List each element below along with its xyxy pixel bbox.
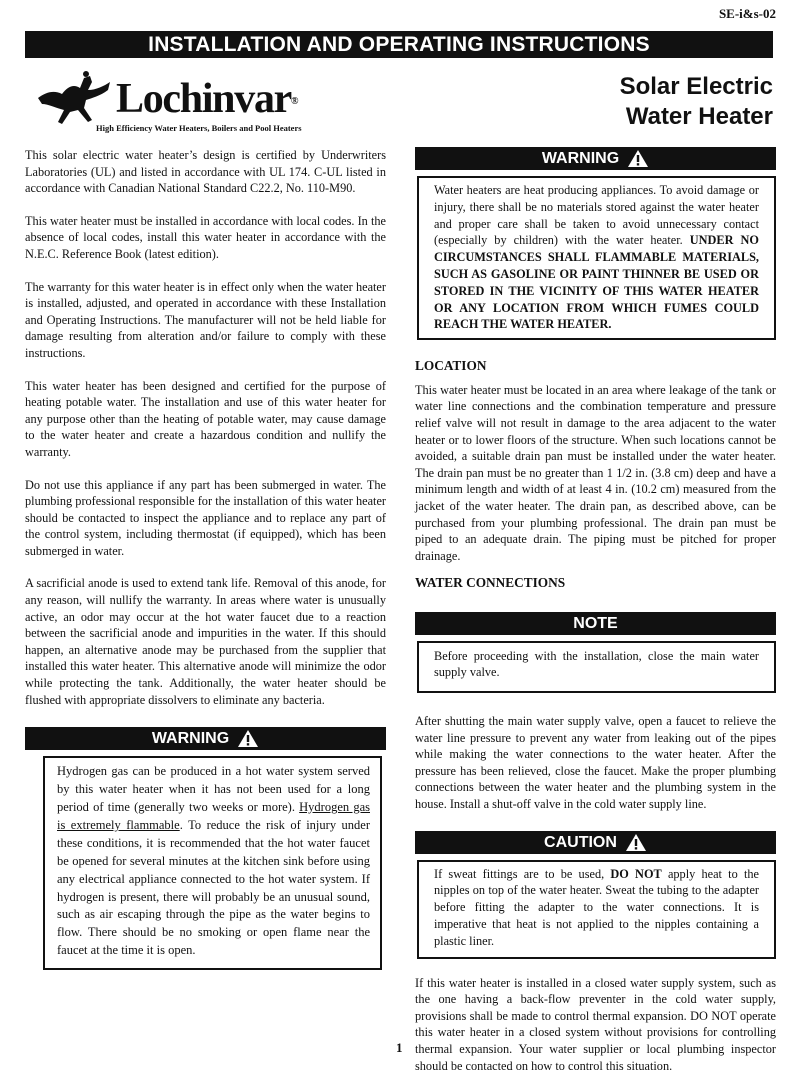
logo-wordmark: Lochinvar® [116, 76, 299, 122]
flammable-materials-warning: UNDER NO CIRCUMSTANCES SHALL FLAMMABLE MATERIALS, SUCH AS GASOLINE OR PAINT THINNER BE USED OR STORED IN THE VICINITY OF THIS WATER HEATER OR ANY LOCATION FROM WHICH FUMES COULD REACH THE WATER HEATER. [434, 233, 759, 332]
certification-paragraph: This solar electric water heater’s design is certified by Underwriters Laboratories (UL) and listed in accordance with UL 174. C-UL listed in accordance with Canadian National Standard C22.2, No. 110-M90. [25, 148, 386, 196]
note-banner: NOTE [415, 612, 776, 635]
hydrogen-warning-banner: WARNING [25, 727, 386, 750]
horse-rider-icon [34, 68, 114, 128]
submerged-paragraph: Do not use this appliance if any part has been submerged in water. The plumbing professional responsible for the installation of this water heater should be contacted to inspect the appliance and to replace any part of the control system, including thermostat (if equipped), which has been submerged in water. [25, 477, 386, 558]
hydrogen-warning-box: Hydrogen gas can be produced in a hot water system served by this water heater when it has not been used for a long period of time (generally two weeks or more). Hydrogen gas is extremely flammable. To reduce the risk of injury under these conditions, it is recommended that the hot water faucet be opened for several minutes at the kitchen sink before using any electrical appliance connected to the hot water system. If hydrogen is present, there will probably be an unusual sound, such as air escaping through the pipe as the water begins to flow. There should be no smoking or open flame near the faucet at the time it is open. [43, 756, 382, 970]
document-title: INSTALLATION AND OPERATING INSTRUCTIONS [25, 31, 773, 58]
caution-box: If sweat fittings are to be used, DO NOT apply heat to the nipples on top of the water heater. Sweat the tubing to the adapter before fitting the adapter to the water connections. It is imperative that heat is not applied to the nipples containing a plastic liner. [417, 860, 776, 959]
lochinvar-logo [34, 66, 334, 136]
location-paragraph: This water heater must be located in an area where leakage of the tank or water line connections and the combination temperature and pressure relief valve will not result in damage to the area adjacent to the water heater or to lower floors of the structure. When such locations cannot be avoided, a suitable drain pan must be installed under the water heater. The drain pan must be no greater than 1 1/2 in. (3.8 cm) deep and have a minimum length and width of at least 4 in. (10.2 cm) measured from the jacket of the water heater. The drain pan, as described above, can be purchased from your plumbing professional. The drain pan must be piped to an adequate drain. The piping must be pitched for proper drainage. [415, 382, 776, 563]
purpose-paragraph: This water heater has been designed and certified for the purpose of heating potable water. The installation and use of this water heater for any purpose other than the heating of potable water, may cause damage to the water heater and create a hazardous condition and nullify the warranty. [25, 378, 386, 459]
note-box: Before proceeding with the installation, close the main water supply valve. [417, 641, 776, 693]
general-warning-banner: WARNING [415, 147, 776, 170]
warning-triangle-icon [625, 833, 647, 852]
caution-banner: CAUTION [415, 831, 776, 854]
closed-system-paragraph: If this water heater is installed in a closed water supply system, such as the one having a back-flow preventer in the cold water supply, provisions shall be made to control thermal expansion. DO NOT operate this water heater in a closed system without provisions for controlling thermal expansion. Your water supplier or local plumbing inspector should be contacted on how to control this situation. [415, 975, 776, 1073]
anode-paragraph: A sacrificial anode is used to extend tank life. Removal of this anode, for any reason, will nullify the warranty. In areas where water is unusually active, an odor may occur at the hot water faucet due to a reaction between the sacrificial anode and impurities in the water. If this should happen, an alternative anode may be purchased from the supplier that installed this water heater. This alternative anode will minimize the odor while protecting the tank. Additionally, the water heater should be flushed with appropriate dissolvers to eliminate any bacteria. [25, 576, 386, 707]
document-code: SE-i&s-02 [718, 6, 776, 21]
page-number: 1 [396, 1040, 403, 1055]
codes-paragraph: This water heater must be installed in accordance with local codes. In the absence of local codes, install this water heater in accordance with the N.E.C. Reference Book (latest edition). [25, 213, 386, 261]
warning-triangle-icon [237, 729, 259, 748]
registered-mark: ® [290, 96, 299, 107]
logo-tagline: High Efficiency Water Heaters, Boilers and Pool Heaters [96, 123, 302, 133]
right-column [415, 147, 776, 1090]
do-not-emphasis: DO NOT [610, 866, 662, 881]
water-connections-heading: WATER CONNECTIONS [415, 575, 566, 591]
general-warning-box: Water heaters are heat producing appliances. To avoid damage or injury, there shall be no materials stored against the water heater and proper care shall be taken to avoid unnecessary contact (especially by children) with the water heater. UNDER NO CIRCUMSTANCES SHALL FLAMMABLE MATERIALS, SUCH AS GASOLINE OR PAINT THINNER BE USED OR STORED IN THE VICINITY OF THIS WATER HEATER OR ANY LOCATION FROM WHICH FUMES COULD REACH THE WATER HEATER. [417, 176, 776, 340]
warranty-paragraph: The warranty for this water heater is in effect only when the water heater is installed, adjusted, and operated in accordance with these Installation and Operating Instructions. The manufacturer will not be held liable for damage resulting from alteration and/or failure to comply with these instructions. [25, 279, 386, 360]
left-column [25, 147, 386, 970]
product-title: Solar Electric Water Heater [619, 73, 773, 130]
water-connections-paragraph: After shutting the main water supply valve, open a faucet to relieve the water line pressure to prevent any water from leaking out of the pipes while making the water connections to the water heater. After the pressure has been relieved, close the faucet. Make the proper plumbing connections between the water heater and the plumbing system in the house. Install a shut-off valve in the cold water supply line. [415, 714, 776, 812]
location-heading: LOCATION [415, 358, 487, 374]
hydrogen-flammable-text: Hydrogen gas is extremely flammable [57, 800, 370, 832]
warning-triangle-icon [627, 149, 649, 168]
